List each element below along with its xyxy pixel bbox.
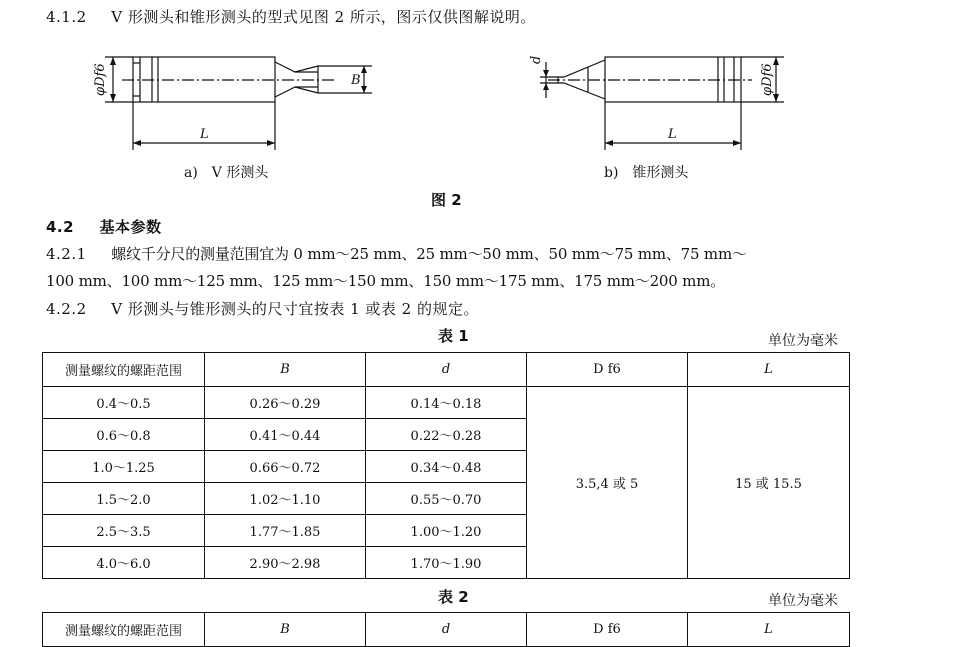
header-b: B — [205, 353, 366, 387]
cell-pitch: 1.0～1.25 — [43, 451, 205, 483]
section-4-2-2 — [46, 298, 479, 319]
section-text: V 形测头和锥形测头的型式见图 2 所示，图示仅供图解说明。 — [111, 8, 536, 26]
header-df6: D f6 — [527, 613, 688, 647]
section-text: 螺纹千分尺的测量范围宜为 0 mm～25 mm、25 mm～50 mm、50 mm～75 mm、75 mm～ — [111, 245, 747, 263]
cell-pitch: 0.4～0.5 — [43, 387, 205, 419]
cell-d: 1.70～1.90 — [366, 547, 527, 579]
b-l-label: L — [668, 127, 677, 142]
table2-unit: 单位为毫米 — [768, 593, 838, 609]
section-number: 4.2.1 — [46, 245, 87, 263]
cell-d-f6-merged: 3.5,4 或 5 — [527, 387, 688, 579]
header-pitch-range: 测量螺纹的螺距范围 — [43, 613, 205, 647]
header-l: L — [688, 613, 850, 647]
cell-l-merged: 15 或 15.5 — [688, 387, 850, 579]
cell-d: 0.22～0.28 — [366, 419, 527, 451]
cell-d: 0.14～0.18 — [366, 387, 527, 419]
a-b-label: B — [351, 73, 361, 88]
cell-pitch: 1.5～2.0 — [43, 483, 205, 515]
table1-title: 表 1 — [438, 327, 469, 345]
section-4-2-1-line2: 100 mm、100 mm～125 mm、125 mm～150 mm、150 mm～175 mm、175 mm～200 mm。 — [46, 272, 726, 290]
section-4-2-1-line1 — [46, 243, 747, 264]
table-row — [43, 387, 850, 419]
a-diameter-label: φDf6 — [93, 63, 108, 96]
cell-pitch: 4.0～6.0 — [43, 547, 205, 579]
header-d: d — [366, 613, 527, 647]
header-l: L — [688, 353, 850, 387]
figure-a-caption: a) V 形测头 — [184, 165, 269, 181]
section-text: V 形测头与锥形测头的尺寸宜按表 1 或表 2 的规定。 — [111, 300, 479, 318]
section-title: 基本参数 — [99, 218, 162, 236]
cell-d: 0.55～0.70 — [366, 483, 527, 515]
section-number: 4.1.2 — [46, 8, 87, 26]
header-d: d — [366, 353, 527, 387]
table1-header-row — [43, 353, 850, 387]
section-4-2 — [46, 216, 162, 237]
header-df6: D f6 — [527, 353, 688, 387]
table2 — [42, 612, 850, 647]
cell-b: 1.77～1.85 — [205, 515, 366, 547]
figure-title: 图 2 — [431, 191, 462, 209]
section-number: 4.2.2 — [46, 300, 87, 318]
cell-b: 2.90～2.98 — [205, 547, 366, 579]
figure-b-caption: b) 锥形测头 — [604, 165, 689, 181]
table1 — [42, 352, 850, 579]
figure-2-drawing — [0, 0, 962, 200]
section-number: 4.2 — [46, 218, 75, 236]
cell-b: 0.26～0.29 — [205, 387, 366, 419]
a-l-label: L — [200, 127, 209, 142]
header-pitch-range: 测量螺纹的螺距范围 — [43, 353, 205, 387]
header-b: B — [205, 613, 366, 647]
cell-b: 0.66～0.72 — [205, 451, 366, 483]
table2-title: 表 2 — [438, 588, 469, 606]
b-d-label: d — [529, 55, 544, 64]
cell-pitch: 0.6～0.8 — [43, 419, 205, 451]
cell-d: 1.00～1.20 — [366, 515, 527, 547]
cell-b: 0.41～0.44 — [205, 419, 366, 451]
table2-header-row — [43, 613, 850, 647]
cell-b: 1.02～1.10 — [205, 483, 366, 515]
cell-d: 0.34～0.48 — [366, 451, 527, 483]
table1-unit: 单位为毫米 — [768, 333, 838, 349]
cell-pitch: 2.5～3.5 — [43, 515, 205, 547]
b-diameter-label: φDf6 — [760, 63, 775, 96]
